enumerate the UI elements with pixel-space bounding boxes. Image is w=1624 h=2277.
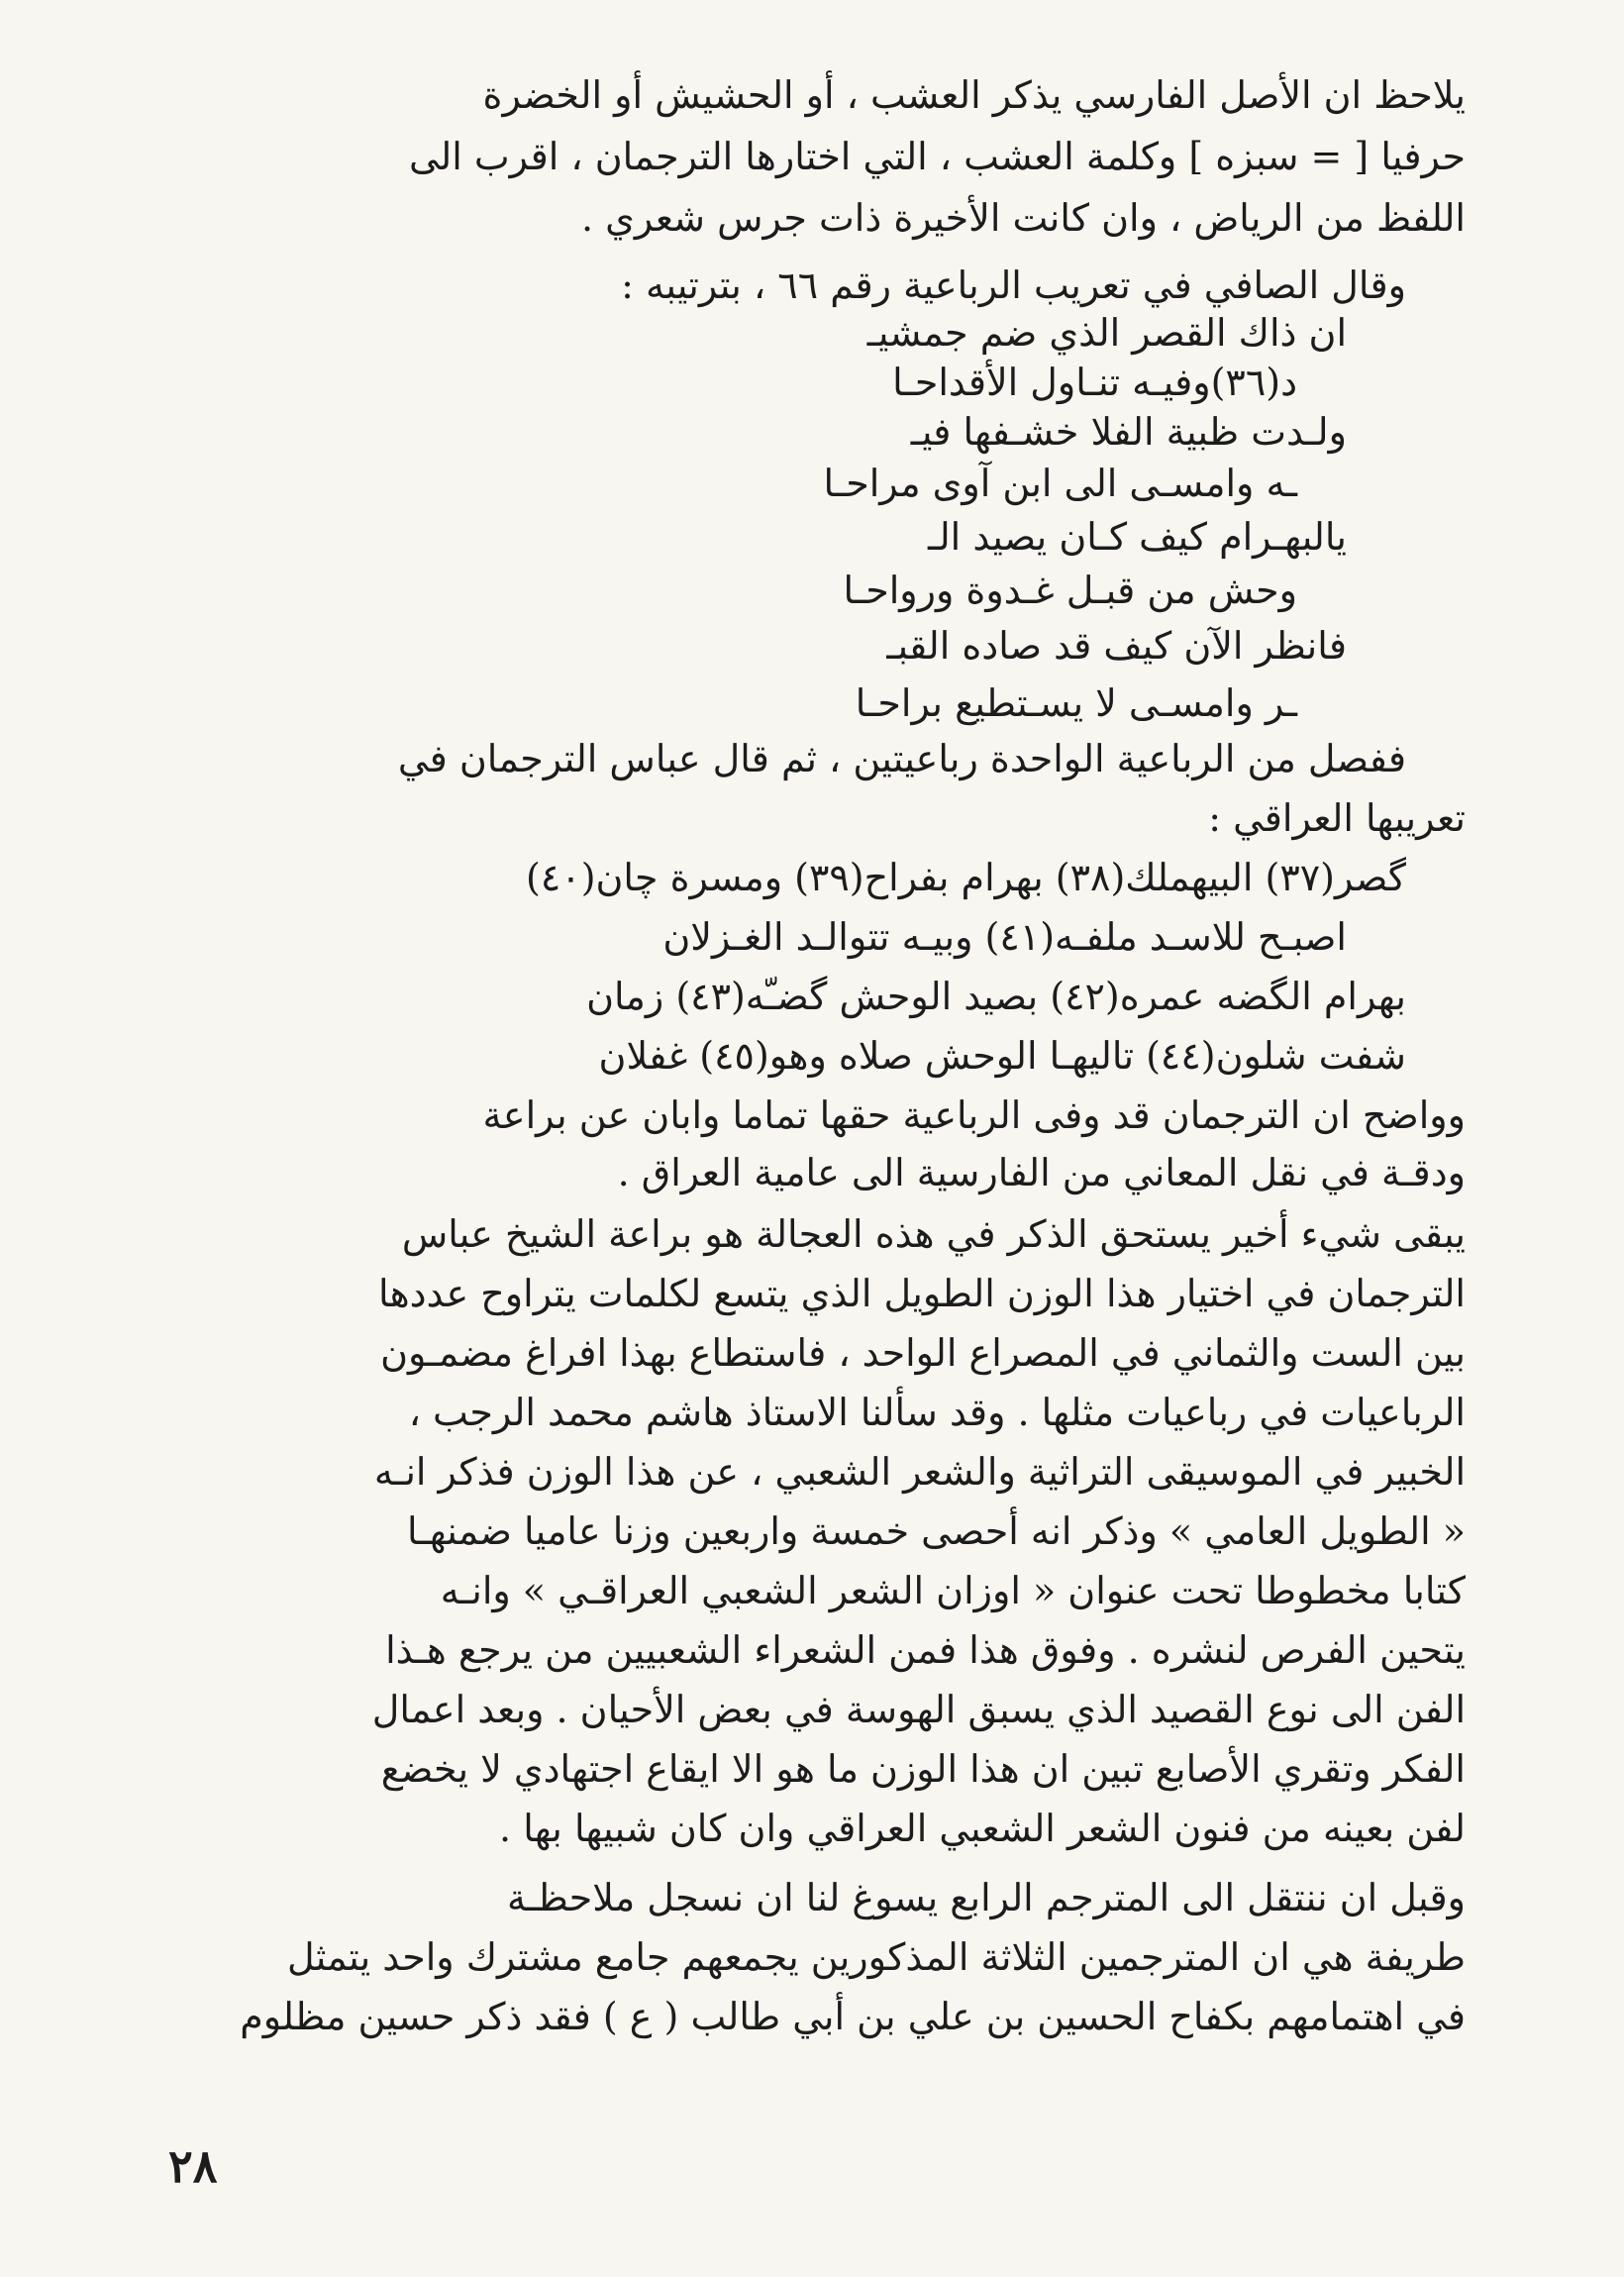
- verse-line: يالبهـرام كيف كـان يصيد الـ: [927, 515, 1347, 559]
- verse-line: د(٣٦)وفيـه تنـاول الأقداحـا: [892, 361, 1297, 404]
- verse-line: ان ذاك القصر الذي ضم جمشيـ: [866, 311, 1347, 355]
- verse-line: ولـدت ظبية الفلا خشـفها فيـ: [910, 410, 1347, 454]
- verse-line: گصر(٣٧) البيهملك(٣٨) بهرام بفراح(٣٩) ومسرة چان(٤٠): [526, 856, 1406, 899]
- text-line: اللفظ من الرياض ، وان كانت الأخيرة ذات جرس شعري .: [580, 196, 1466, 240]
- verse-line: شفت شلون(٤٤) تاليهـا الوحش صلاه وهو(٤٥) غفلان: [598, 1034, 1406, 1078]
- verse-line: اصبـح للاسـد ملفـه(٤١) وبيـه تتوالـد الغـزلان: [662, 915, 1347, 959]
- verse-line: بهرام الگضه عمره(٤٢) بصيد الوحش گضـّه(٤٣) زمان: [586, 975, 1406, 1018]
- text-line: طريفة هي ان المترجمين الثلاثة المذكورين يجمعهم جامع مشترك واحد يتمثل: [286, 1935, 1466, 1979]
- page-number: ٢٨: [168, 2139, 218, 2193]
- text-line: وقبل ان ننتقل الى المترجم الرابع يسوغ لنا ان نسجل ملاحظـة: [507, 1876, 1466, 1919]
- verse-line: وحش من قبـل غـدوة ورواحـا: [843, 569, 1297, 612]
- verse-line: ـه وامسـى الى ابن آوى مراحـا: [823, 462, 1297, 505]
- text-line: حرفيا [ = سبزه ] وكلمة العشب ، التي اختارها الترجمان ، اقرب الى: [408, 135, 1466, 178]
- text-line: تعريبها العراقي :: [1208, 796, 1466, 840]
- text-line: وواضح ان الترجمان قد وفى الرباعية حقها تماما وابان عن براعة: [482, 1093, 1466, 1137]
- text-line: لفن بعينه من فنون الشعر الشعبي العراقي وان كان شبيها بها .: [499, 1807, 1466, 1850]
- text-line: ففصل من الرباعية الواحدة رباعيتين ، ثم قال عباس الترجمان في: [397, 737, 1406, 780]
- text-line: في اهتمامهم بكفاح الحسين بن علي بن أبي طالب ( ع ) فقد ذكر حسين مظلوم: [240, 1995, 1466, 2038]
- text-line: كتابا مخطوطا تحت عنوان « اوزان الشعر الشعبي العراقـي » وانـه: [440, 1569, 1466, 1612]
- text-line: يتحين الفرص لنشره . وفوق هذا فمن الشعراء الشعبيين من يرجع هـذا: [385, 1628, 1466, 1672]
- text-line: وقال الصافي في تعريب الرباعية رقم ٦٦ ، بترتيبه :: [621, 263, 1406, 307]
- verse-line: فانظر الآن كيف قد صاده القبـ: [886, 624, 1347, 668]
- text-line: ودقـة في نقل المعاني من الفارسية الى عامية العراق .: [617, 1151, 1466, 1194]
- text-line: الرباعيات في رباعيات مثلها . وقد سألنا الاستاذ هاشم محمد الرجب ،: [408, 1391, 1466, 1434]
- verse-line: ـر وامسـى لا يسـتطيع براحـا: [855, 681, 1297, 725]
- text-line: يبقى شيء أخير يستحق الذكر في هذه العجالة هو براعة الشيخ عباس: [401, 1212, 1466, 1256]
- text-line: « الطويل العامي » وذكر انه أحصى خمسة واربعين وزنا عاميا ضمنهـا: [407, 1509, 1466, 1553]
- text-line: بين الست والثماني في المصراع الواحد ، فاستطاع بهذا افراغ مضمـون: [380, 1331, 1466, 1375]
- text-line: الفن الى نوع القصيد الذي يسبق الهوسة في بعض الأحيان . وبعد اعمال: [371, 1688, 1466, 1731]
- text-line: الخبير في الموسيقى التراثية والشعر الشعبي ، عن هذا الوزن فذكر انـه: [373, 1450, 1466, 1494]
- text-line: الفكر وتقري الأصابع تبين ان هذا الوزن ما هو الا ايقاع اجتهادي لا يخضع: [380, 1747, 1466, 1791]
- text-line: يلاحظ ان الأصل الفارسي يذكر العشب ، أو الحشيش أو الخضرة: [482, 73, 1466, 117]
- text-line: الترجمان في اختيار هذا الوزن الطويل الذي يتسع لكلمات يتراوح عددها: [378, 1272, 1466, 1315]
- document-page: [168, 69, 1466, 2238]
